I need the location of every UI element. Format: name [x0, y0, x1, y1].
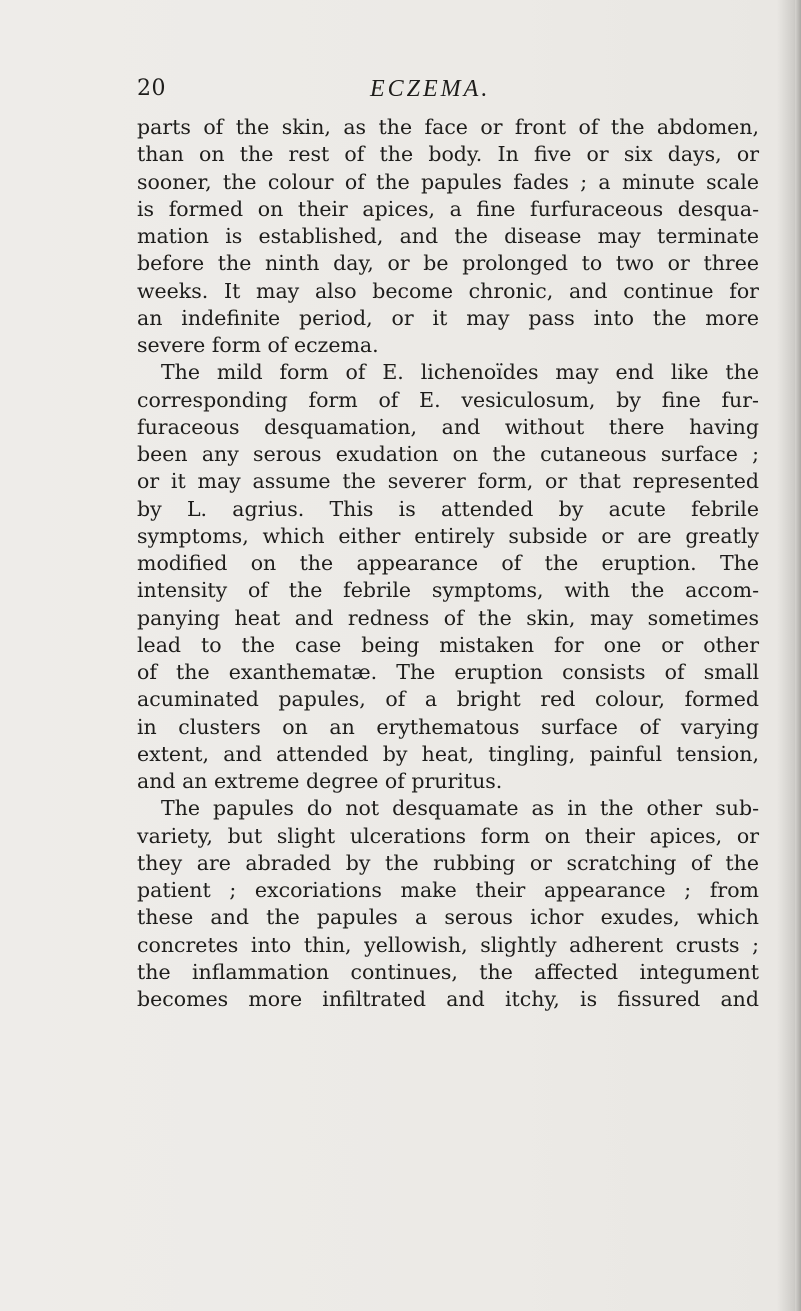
- text-line: furaceous desquamation, and without there having: [137, 414, 759, 439]
- text-line: becomes more infiltrated and itchy, is fissured and: [137, 987, 759, 1011]
- text-line: these and the papules a serous ichor exudes, which: [137, 905, 759, 930]
- text-line: The papules do not desquamate as in the other sub-: [161, 796, 759, 821]
- text-line: sooner, the colour of the papules fades ; a minute scale: [137, 169, 759, 194]
- text-line: an indefinite period, or it may pass into the more: [137, 305, 759, 330]
- text-line: The mild form of E. lichenoïdes may end like the: [161, 360, 759, 385]
- page-number: 20: [137, 76, 166, 101]
- text-line: panying heat and redness of the skin, may sometimes: [137, 605, 759, 630]
- text-line: corresponding form of E. vesiculosum, by fine fur-: [137, 387, 759, 412]
- text-line: weeks. It may also become chronic, and continue for: [137, 278, 759, 303]
- text-line: variety, but slight ulcerations form on their apices, or: [137, 823, 759, 848]
- text-line: mation is established, and the disease may terminate: [137, 224, 759, 248]
- text-line: than on the rest of the body. In five or six days, or: [137, 142, 759, 167]
- text-line: by L. agrius. This is attended by acute febrile: [137, 496, 759, 521]
- text-line: they are abraded by the rubbing or scratching of the: [137, 850, 759, 875]
- text-line: before the ninth day, or be prolonged to two or three: [137, 251, 759, 276]
- running-title: ECZEMA.: [370, 76, 491, 102]
- text-line: modified on the appearance of the eruption. The: [137, 551, 759, 575]
- text-line: acuminated papules, of a bright red colour, formed: [137, 687, 759, 712]
- text-line: extent, and attended by heat, tingling, painful tension,: [137, 741, 759, 766]
- text-line: the inflammation continues, the affected integument: [137, 959, 759, 984]
- text-line: lead to the case being mistaken for one or other: [137, 632, 759, 657]
- text-line: concretes into thin, yellowish, slightly adherent crusts ;: [137, 932, 759, 957]
- text-line: in clusters on an erythematous surface of varying: [137, 714, 759, 739]
- body-text: [137, 114, 759, 1013]
- text-line: parts of the skin, as the face or front of the abdomen,: [137, 115, 759, 139]
- text-line: or it may assume the severer form, or that represented: [137, 469, 759, 494]
- text-line: of the exanthematæ. The eruption consists of small: [137, 660, 759, 684]
- text-line: intensity of the febrile symptoms, with the accom-: [137, 578, 759, 603]
- text-line: is formed on their apices, a fine furfuraceous desqua-: [137, 196, 759, 221]
- page-header: [0, 76, 801, 110]
- text-line: symptoms, which either entirely subside or are greatly: [137, 523, 759, 548]
- page-edge-shadow: [795, 0, 801, 1311]
- text-line: patient ; excoriations make their appearance ; from: [137, 878, 759, 902]
- text-line: been any serous exudation on the cutaneous surface ;: [137, 442, 759, 466]
- text-line: and an extreme degree of pruritus.: [137, 769, 503, 793]
- text-line: severe form of eczema.: [137, 333, 379, 357]
